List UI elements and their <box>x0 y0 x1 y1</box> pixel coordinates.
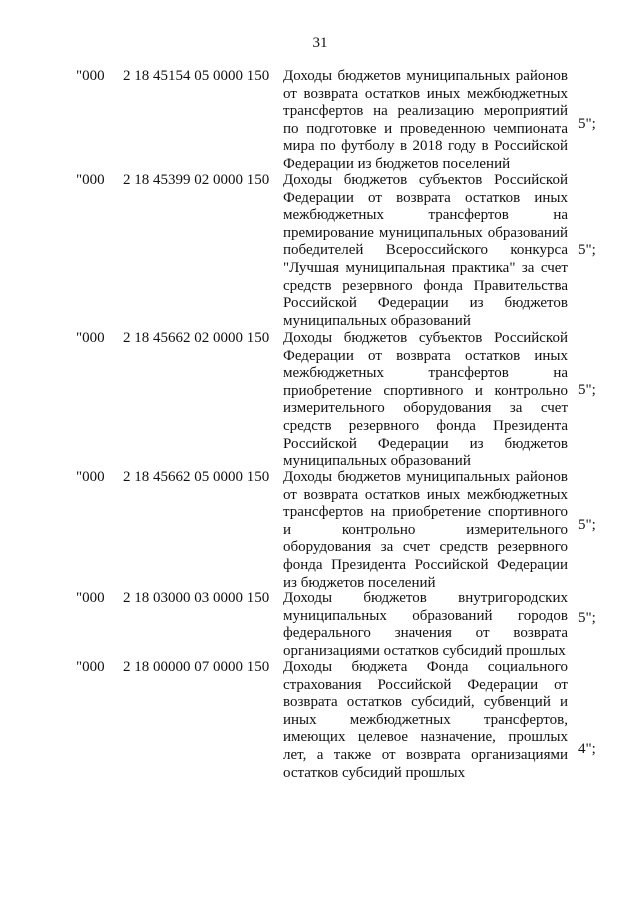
description-line: муниципальных образований городов <box>283 607 568 624</box>
description-line: лет, а также от возврата организациями <box>283 746 568 763</box>
description-line: страхования Российской Федерации от <box>283 676 568 693</box>
revenue-description <box>283 469 568 592</box>
description-line: "Лучшая муниципальная практика" за счет <box>283 259 568 276</box>
row-end-marker: 5"; <box>578 116 596 132</box>
admin-code: "000 <box>76 330 105 346</box>
description-line: муниципальных образований <box>283 312 471 329</box>
table-row <box>0 172 640 330</box>
table-row <box>0 68 640 174</box>
description-line: от возврата остатков иных межбюджетных <box>283 486 568 503</box>
table-row <box>0 330 640 471</box>
row-end-marker: 5"; <box>578 517 596 533</box>
description-line: от возврата остатков иных межбюджетных <box>283 85 568 102</box>
description-line: муниципальных образований <box>283 453 471 470</box>
admin-code: "000 <box>76 659 105 675</box>
description-line: Доходы бюджета Фонда социального <box>283 659 568 675</box>
table-row <box>0 590 640 660</box>
description-line: средств резервного фонда Президента <box>283 417 568 434</box>
budget-classification-code: 2 18 45154 05 0000 150 <box>123 68 270 84</box>
budget-classification-code: 2 18 45662 05 0000 150 <box>123 469 270 485</box>
row-end-marker: 5"; <box>578 610 596 626</box>
description-line: Доходы бюджетов субъектов Российской <box>283 330 568 346</box>
row-end-marker: 5"; <box>578 382 596 398</box>
revenue-description <box>283 330 568 471</box>
description-line: остатков субсидий прошлых <box>283 764 466 781</box>
description-line: трансфертов на приобретение спортивного <box>283 504 568 521</box>
description-line: организациями остатков субсидий прошлых <box>283 642 566 659</box>
page-number: 31 <box>312 35 328 51</box>
table-row <box>0 659 640 782</box>
revenue-description <box>283 659 568 782</box>
row-end-marker: 4"; <box>578 741 596 757</box>
description-line: Федерации из бюджетов поселений <box>283 155 511 172</box>
revenue-description <box>283 68 568 174</box>
revenue-description <box>283 590 568 660</box>
admin-code: "000 <box>76 68 105 84</box>
description-line: по подготовке и проведенною чемпионата <box>283 120 568 137</box>
budget-classification-code: 2 18 45399 02 0000 150 <box>123 172 270 188</box>
description-line: Федерации от возврата остатков иных <box>283 189 568 206</box>
description-line: мира по футболу в 2018 году в Российской <box>283 138 568 155</box>
revenue-description <box>283 172 568 330</box>
budget-classification-code: 2 18 03000 03 0000 150 <box>123 590 270 606</box>
row-end-marker: 5"; <box>578 242 596 258</box>
description-line: приобретение спортивного и контрольно <box>283 382 568 399</box>
table-row <box>0 469 640 592</box>
description-line: Доходы бюджетов субъектов Российской <box>283 172 568 188</box>
description-line: Российской Федерации из бюджетов <box>283 435 568 452</box>
admin-code: "000 <box>76 172 105 188</box>
description-line: Доходы бюджетов муниципальных районов <box>283 469 568 485</box>
description-line: премирование муниципальных образований <box>283 224 568 241</box>
admin-code: "000 <box>76 590 105 606</box>
description-line: возврата остатков субсидий, субвенций и <box>283 694 568 711</box>
description-line: из бюджетов поселений <box>283 574 436 591</box>
description-line: имеющих целевое назначение, прошлых <box>283 729 568 746</box>
description-line: Доходы бюджетов внутригородских <box>283 590 568 606</box>
description-line: федерального значения от возврата <box>283 625 568 642</box>
description-line: и контрольно измерительного <box>283 521 568 538</box>
description-line: измерительного оборудования за счет <box>283 400 568 417</box>
description-line: межбюджетных трансфертов на <box>283 365 568 382</box>
admin-code: "000 <box>76 469 105 485</box>
description-line: трансфертов на реализацию мероприятий <box>283 103 568 120</box>
description-line: фонда Президента Российской Федерации <box>283 556 568 573</box>
description-line: Российской Федерации из бюджетов <box>283 295 568 312</box>
description-line: Федерации от возврата остатков иных <box>283 347 568 364</box>
budget-classification-code: 2 18 45662 02 0000 150 <box>123 330 270 346</box>
description-line: оборудования за счет средств резервного <box>283 539 568 556</box>
description-line: межбюджетных трансфертов на <box>283 207 568 224</box>
description-line: победителей Всероссийского конкурса <box>283 242 568 259</box>
description-line: Доходы бюджетов муниципальных районов <box>283 68 568 84</box>
description-line: иных межбюджетных трансфертов, <box>283 711 568 728</box>
budget-classification-code: 2 18 00000 07 0000 150 <box>123 659 270 675</box>
description-line: средств резервного фонда Правительства <box>283 277 568 294</box>
